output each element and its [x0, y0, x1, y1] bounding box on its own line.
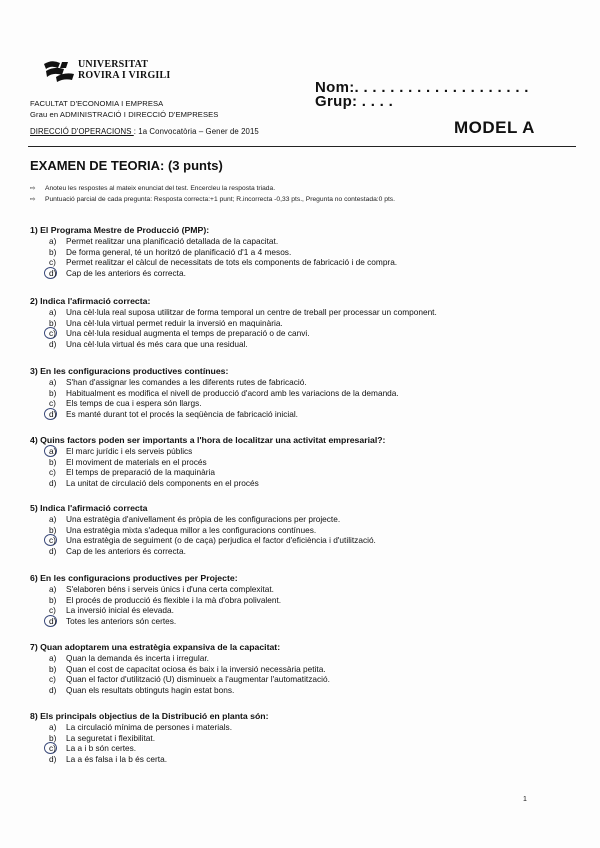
urv-logo-icon: [42, 59, 76, 83]
option-text: De forma general, té un horitzó de planificació d'1 a 4 mesos.: [66, 246, 292, 257]
question-title: 8) Els principals objectius de la Distribució en planta són:: [30, 711, 269, 721]
answer-option[interactable]: [30, 616, 575, 627]
option-letter: b): [49, 663, 57, 674]
option-text: Una estratègia de seguiment (o de caça) perjudica el factor d'eficiència i d'utilització.: [66, 535, 376, 546]
option-text: Una cèl·lula virtual és més cara que una residual.: [66, 339, 248, 350]
name-field: Nom:. . . . . . . . . . . . . . . . . . . .: [315, 79, 529, 96]
arrow-icon: ⇨: [30, 185, 36, 192]
option-text: Quan la demanda és incerta i irregular.: [66, 653, 209, 663]
question-title: 1) El Programa Mestre de Producció (PMP):: [30, 225, 210, 235]
option-letter: c): [49, 467, 56, 478]
option-letter: b): [49, 387, 57, 398]
option-letter: a): [49, 722, 57, 732]
university-name-line2: ROVIRA I VIRGILI: [78, 70, 171, 81]
answer-option[interactable]: [30, 318, 575, 329]
answer-option[interactable]: [30, 685, 575, 696]
option-text: Els temps de cua i espera són llargs.: [66, 398, 202, 409]
option-letter: d): [49, 754, 57, 765]
option-text: Una cèl·lula residual augmenta el temps de preparació o de canvi.: [66, 328, 310, 339]
answer-option[interactable]: [30, 514, 575, 525]
answer-option[interactable]: [30, 409, 575, 420]
instruction-line: [30, 184, 275, 192]
answer-option[interactable]: [30, 328, 575, 339]
option-letter: a): [49, 514, 57, 524]
question-title: 7) Quan adoptarem una estratègia expansiva de la capacitat:: [30, 642, 281, 652]
option-text: Una cèl·lula real suposa utilitzar de forma temporal un centre de treball per processar un component.: [66, 307, 437, 317]
answer-option[interactable]: [30, 605, 575, 616]
option-letter: a): [49, 584, 57, 594]
answer-option[interactable]: [30, 674, 575, 685]
answer-option[interactable]: [30, 236, 575, 247]
option-letter: b): [49, 317, 57, 328]
option-letter: a): [49, 653, 57, 663]
option-letter: a): [49, 307, 57, 317]
question-block: [30, 711, 575, 765]
instruction-text: Anoteu les respostes al mateix enunciat del test. Encercleu la resposta triada.: [45, 185, 276, 192]
question-title: 3) En les configuracions productives contínues:: [30, 366, 229, 376]
answer-option[interactable]: [30, 664, 575, 675]
option-letter: d): [49, 685, 57, 696]
answer-option[interactable]: [30, 446, 575, 457]
option-text: S'elaboren béns i serveis únics i d'una certa complexitat.: [66, 584, 274, 594]
option-letter: a): [49, 446, 57, 456]
option-text: Quan els resultats obtinguts hagin estat bons.: [66, 685, 235, 696]
answer-option[interactable]: [30, 467, 575, 478]
question-title: 4) Quins factors poden ser importants a l'hora de localitzar una activitat empresarial?:: [30, 435, 386, 445]
option-letter: d): [49, 339, 57, 350]
option-text: La circulació mínima de persones i materials.: [66, 722, 233, 732]
option-text: S'han d'assignar les comandes a les diferents rutes de fabricació.: [66, 377, 307, 387]
answer-option[interactable]: [30, 525, 575, 536]
group-field: Grup: . . . .: [315, 93, 394, 110]
question-block: [30, 435, 575, 489]
answer-option[interactable]: [30, 339, 575, 350]
option-text: Quan el factor d'utilització (U) disminueix a l'augmentar l'automatització.: [66, 674, 330, 685]
question-block: [30, 296, 575, 350]
question-block: [30, 503, 575, 557]
option-letter: b): [49, 456, 57, 467]
option-letter: c): [49, 257, 56, 268]
option-text: El temps de preparació de la maquinària: [66, 467, 215, 478]
option-letter: c): [49, 535, 56, 546]
option-text: El procés de producció és flexible i la mà d'obra polivalent.: [66, 594, 282, 605]
option-letter: a): [49, 236, 57, 246]
exam-title: EXAMEN DE TEORIA: (3 punts): [30, 158, 223, 173]
answer-option[interactable]: [30, 584, 575, 595]
answer-option[interactable]: [30, 535, 575, 546]
university-name-line1: UNIVERSITAT: [78, 59, 149, 70]
answer-option[interactable]: [30, 388, 575, 399]
option-letter: c): [49, 674, 56, 685]
option-text: Quan el cost de capacitat ociosa és baix i la inversió necessària petita.: [66, 663, 326, 674]
answer-option[interactable]: [30, 307, 575, 318]
option-text: Cap de les anteriors és correcta.: [66, 268, 186, 279]
option-text: Una estratègia d'anivellament és pròpia de les configuracions per projecte.: [66, 514, 341, 524]
answer-option[interactable]: [30, 257, 575, 268]
option-letter: a): [49, 377, 57, 387]
answer-option[interactable]: [30, 398, 575, 409]
option-letter: c): [49, 328, 56, 339]
answer-option[interactable]: [30, 478, 575, 489]
question-block: [30, 573, 575, 627]
answer-option[interactable]: [30, 754, 575, 765]
option-letter: c): [49, 743, 56, 754]
question-block: [30, 642, 575, 696]
option-text: Permet realitzar una planificació detallada de la capacitat.: [66, 236, 279, 246]
option-text: Cap de les anteriors és correcta.: [66, 546, 186, 557]
option-letter: d): [49, 616, 57, 627]
option-letter: d): [49, 546, 57, 557]
option-letter: d): [49, 268, 57, 279]
option-text: El moviment de materials en el procés: [66, 456, 207, 467]
answer-option[interactable]: [30, 595, 575, 606]
question-title: 5) Indica l'afirmació correcta: [30, 503, 148, 513]
subject-name: DIRECCIÓ D'OPERACIONS: [30, 127, 134, 136]
instruction-text: Puntuació parcial de cada pregunta: Resposta correcta:+1 punt; R.incorrecta -0,33 pts., Pregunta no contestada:0 pts.: [45, 196, 396, 203]
arrow-icon: ⇨: [30, 196, 36, 203]
option-letter: c): [49, 398, 56, 409]
option-letter: b): [49, 732, 57, 743]
degree-label: Grau en ADMINISTRACIÓ I DIRECCIÓ D'EMPRESES: [30, 110, 219, 119]
question-block: [30, 225, 575, 279]
option-text: La a és falsa i la b és certa.: [66, 754, 168, 765]
answer-option[interactable]: [30, 743, 575, 754]
university-logo: [42, 59, 192, 85]
option-text: Permet realitzar el càlcul de necessitats de tots els components de fabricació i de compra.: [66, 257, 398, 268]
question-title: 2) Indica l'afirmació correcta:: [30, 296, 151, 306]
question-block: [30, 366, 575, 420]
subject-line: [30, 127, 259, 136]
option-text: Totes les anteriors són certes.: [66, 616, 177, 627]
option-letter: c): [49, 605, 56, 616]
model-label: MODEL A: [454, 118, 535, 137]
option-letter: b): [49, 246, 57, 257]
answer-option[interactable]: [30, 653, 575, 664]
answer-option[interactable]: [30, 546, 575, 557]
faculty-label: FACULTAT D'ECONOMIA I EMPRESA: [30, 99, 164, 108]
option-letter: b): [49, 594, 57, 605]
option-text: La a i b són certes.: [66, 743, 137, 754]
option-text: La inversió inicial és elevada.: [66, 605, 174, 616]
instruction-line: [30, 195, 395, 203]
answer-option[interactable]: [30, 733, 575, 744]
option-text: Una estratègia mixta s'adequa millor a les configuracions contínues.: [66, 524, 317, 535]
option-text: La seguretat i flexibilitat.: [66, 732, 156, 743]
option-text: Es manté durant tot el procés la seqüència de fabricació inicial.: [66, 409, 298, 420]
answer-option[interactable]: [30, 722, 575, 733]
header-divider: [28, 146, 576, 147]
option-letter: d): [49, 478, 57, 489]
option-text: La unitat de circulació dels components en el procés: [66, 478, 259, 489]
option-text: Habitualment es modifica el nivell de producció d'acord amb les variacions de la demanda.: [66, 387, 399, 398]
option-text: Una cèl·lula virtual permet reduir la inversió en maquinària.: [66, 317, 283, 328]
question-title: 6) En les configuracions productives per Projecte:: [30, 573, 238, 583]
option-letter: b): [49, 524, 57, 535]
answer-option[interactable]: [30, 457, 575, 468]
page-number: 1: [523, 796, 527, 803]
session-label: : 1a Convocatòria – Gener de 2015: [133, 127, 259, 136]
option-text: El marc jurídic i els serveis públics: [66, 446, 193, 456]
answer-option[interactable]: [30, 268, 575, 279]
answer-option[interactable]: [30, 377, 575, 388]
answer-option[interactable]: [30, 247, 575, 258]
option-letter: d): [49, 409, 57, 420]
